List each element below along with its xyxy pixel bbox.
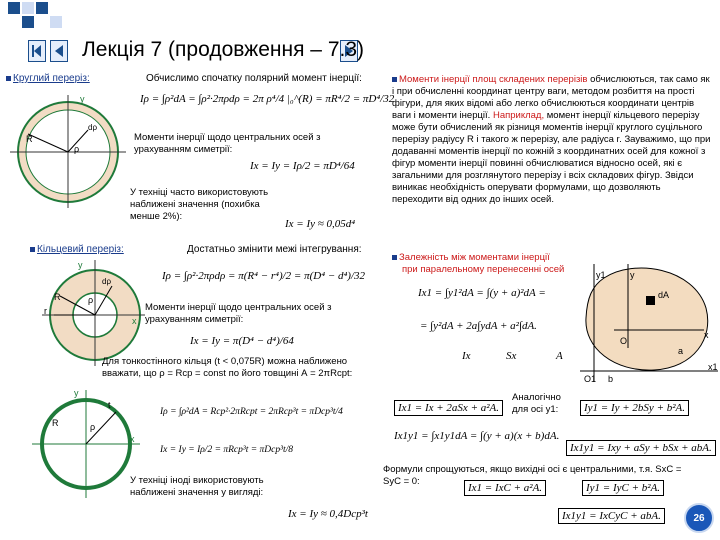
svg-text:O1: O1 xyxy=(584,374,597,384)
svg-text:x: x xyxy=(130,434,135,444)
page-number-badge: 26 xyxy=(684,503,714,533)
svg-text:x: x xyxy=(704,330,709,340)
under-sx: Sx xyxy=(506,350,517,362)
svg-text:x: x xyxy=(132,316,137,326)
boxed-iy1: Iy1 = Iy + 2bSy + b²A. xyxy=(580,400,689,416)
svg-text:ρ: ρ xyxy=(88,295,94,305)
svg-text:ρ: ρ xyxy=(90,422,96,432)
svg-text:a: a xyxy=(678,346,684,356)
circle-approx-text: У техніці часто використовують наближені значення (похибка менше 2%): xyxy=(130,187,269,222)
ring-section-title: Кільцевий переріз: xyxy=(30,244,124,255)
under-a: A xyxy=(556,350,563,362)
svg-text:y: y xyxy=(74,388,79,398)
rewind-icon xyxy=(29,41,45,61)
svg-text:ρ: ρ xyxy=(74,144,80,154)
composite-paragraph: Моменти інерції площ складених перерізів обчислюються, так само як і при обчисленні координат центру ваги, методом розбиття на прості фігури, для яких відомі або легко обчислюються координати центрів ваги і моменти інерції. Наприклад, момент інерції кільцевого перерізу може бути обчислений як різниця моментів інерції круглого суцільного перерізу радіусу R і такого ж перерізу, але радіуса r. Зауважимо, що при додаванні моментів інерції по кожній з координатних осей для кожної з фігур моменти інерції повинні обчислюватися відносно осей, які є загальними для розглянутого перерізу і всіх складових фігур. Звідси виникає необхідність оперувати формулами, що дозволяють переходити від одних до інших осей. xyxy=(392,74,711,205)
page-title: Лекція 7 (продовження – 7.3) xyxy=(82,38,365,61)
svg-text:y: y xyxy=(630,270,635,280)
play-left-icon xyxy=(51,41,67,61)
circle-intro: Обчислимо спочатку полярний момент інерції: xyxy=(146,73,362,84)
final-iy1: Iy1 = IyC + b²A. xyxy=(582,480,664,496)
ring-axes-formula: Ix = Iy = π(D⁴ − d⁴)/64 xyxy=(190,335,294,347)
svg-text:r: r xyxy=(44,306,47,316)
boxed-ixy: Ix1y1 = Ixy + aSy + bSx + abA. xyxy=(566,440,716,456)
thin-ring-diagram xyxy=(30,388,142,500)
thin-axes-formula: Ix = Iy = Iρ/2 = πRср³t = πDср³t/8 xyxy=(160,445,293,455)
simplify-text: Формули спрощуються, якщо вихідні осі є центральними, т.я. SxC = SyC = 0: xyxy=(383,464,682,487)
analog-text: Аналогічно для осі y1: xyxy=(512,392,561,415)
transfer-diagram xyxy=(574,258,720,388)
prev-slide-button[interactable] xyxy=(50,40,68,62)
svg-text:y: y xyxy=(78,260,83,270)
boxed-ix1: Ix1 = Ix + 2aSx + a²A. xyxy=(394,400,503,416)
transfer-heading: Залежність між моментами інерції при паралельному перенесенні осей xyxy=(392,252,564,276)
circle-section-title: Круглий переріз: xyxy=(6,73,90,84)
circle-axes-text: Моменти інерції щодо центральних осей з урахуванням симетрії: xyxy=(134,132,321,155)
svg-text:b: b xyxy=(608,374,614,384)
transfer-formula-2: = ∫y²dA + 2a∫ydA + a²∫dA. xyxy=(420,320,537,332)
svg-text:y: y xyxy=(80,94,85,104)
final-ixy: Ix1y1 = IxCyC + abA. xyxy=(558,508,665,524)
svg-text:R: R xyxy=(52,418,59,428)
svg-text:t: t xyxy=(108,400,111,410)
transfer-formula-xy: Ix1y1 = ∫x1y1dA = ∫(y + a)(x + b)dA. xyxy=(394,430,560,442)
under-ix: Ix xyxy=(462,350,471,362)
decorative-squares xyxy=(6,0,76,32)
circle-diagram xyxy=(8,90,128,210)
svg-text:dA: dA xyxy=(658,290,670,300)
svg-text:O: O xyxy=(620,336,628,346)
circle-approx-formula: Ix = Iy ≈ 0,05d⁴ xyxy=(285,218,356,230)
thin-approx-text: У техніці іноді використовують наближені значення у вигляді: xyxy=(130,475,264,498)
svg-text:R: R xyxy=(54,292,61,302)
final-ix1: Ix1 = IxC + a²A. xyxy=(464,480,546,496)
svg-text:x1: x1 xyxy=(708,362,718,372)
svg-text:dρ: dρ xyxy=(102,277,111,286)
circle-polar-formula: Iρ = ∫ρ²dA = ∫ρ²·2πρdρ = 2π ρ⁴/4 |₀^(R) = πR⁴/2 = πD⁴/32 xyxy=(140,93,395,105)
ring-polar-formula: Iρ = ∫ρ²·2πρdρ = π(R⁴ − r⁴)/2 = π(D⁴ − d⁴)/32 xyxy=(162,270,365,282)
transfer-formula-1: Ix1 = ∫y1²dA = ∫(y + a)²dA = xyxy=(418,287,546,299)
svg-text:dρ: dρ xyxy=(88,123,97,132)
svg-text:R: R xyxy=(26,134,33,144)
ring-intro: Достатньо змінити межі інтегрування: xyxy=(187,244,362,255)
ring-axes-text: Моменти інерції щодо центральних осей з урахуванням симетрії: xyxy=(145,302,332,325)
first-slide-button[interactable] xyxy=(28,40,46,62)
thin-ring-text: Для тонкостінного кільця (t < 0,075R) можна наближено вважати, що ρ = Rср = const по його товщині А = 2πRсрt: xyxy=(102,356,353,379)
circle-axes-formula: Ix = Iy = Iρ/2 = πD⁴/64 xyxy=(250,160,355,172)
ring-diagram xyxy=(40,258,150,368)
svg-text:y1: y1 xyxy=(596,270,606,280)
thin-approx-formula: Ix = Iy ≈ 0,4Dср³t xyxy=(288,508,368,520)
thin-polar-formula: Iρ = ∫ρ²dA = Rср²·2πRсрt = 2πRср³t = πDср³t/4 xyxy=(160,407,343,417)
